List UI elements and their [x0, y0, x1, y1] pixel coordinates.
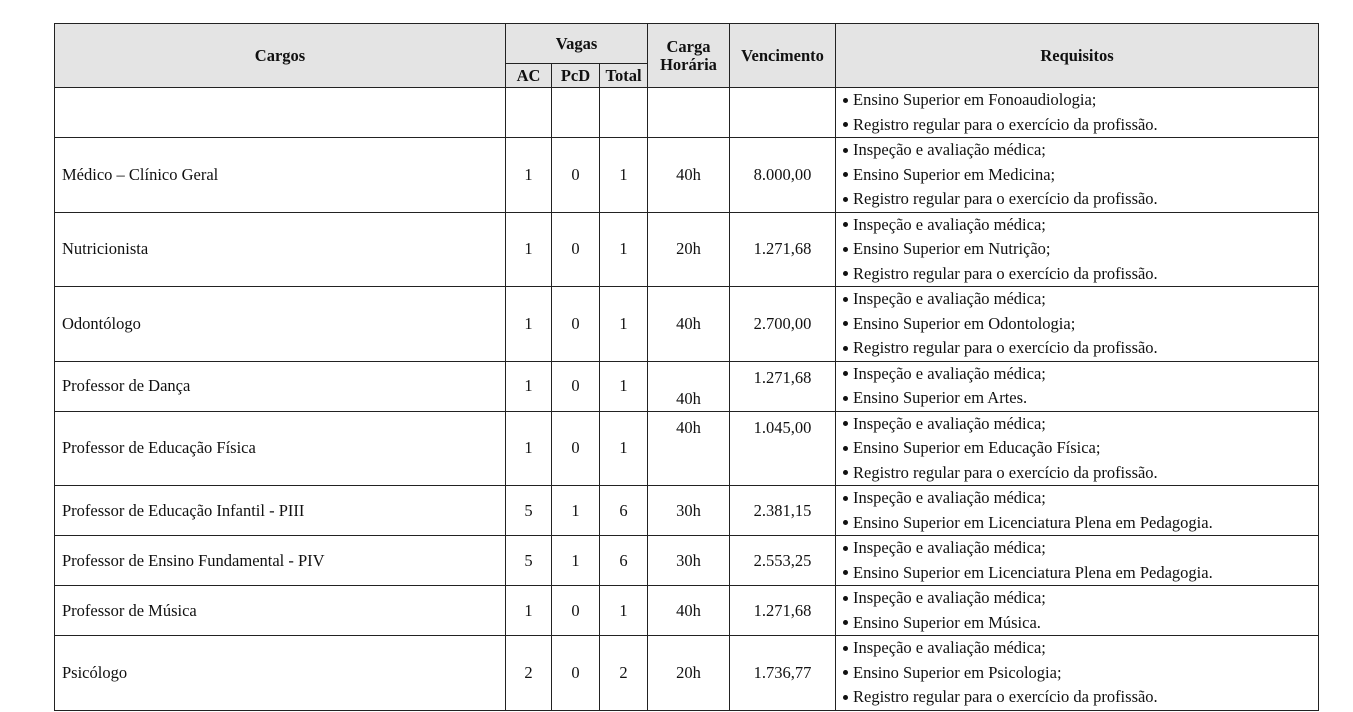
requisito-text: Ensino Superior em Licenciatura Plena em Pedagogia. — [853, 512, 1213, 532]
cargo-cell: Nutricionista — [55, 212, 506, 287]
cargo-cell: Odontólogo — [55, 287, 506, 362]
table-row — [55, 138, 1319, 213]
requisitos-cell — [836, 212, 1319, 287]
carga-cell: 40h — [648, 138, 730, 213]
pcd-cell — [552, 88, 600, 138]
carga-cell: 30h — [648, 486, 730, 536]
bullet-icon — [843, 197, 848, 202]
requisito-text: Ensino Superior em Psicologia; — [853, 662, 1062, 682]
requisito-item — [843, 412, 1318, 437]
header-pcd: PcD — [552, 64, 600, 88]
requisito-item — [843, 636, 1318, 661]
table-row — [55, 536, 1319, 586]
requisitos-cell — [836, 287, 1319, 362]
ac-cell: 5 — [506, 536, 552, 586]
header-cargos: Cargos — [55, 24, 506, 88]
bullet-icon — [843, 570, 848, 575]
table-body — [55, 88, 1319, 711]
bullet-icon — [843, 122, 848, 127]
bullet-icon — [843, 620, 848, 625]
requisito-text: Inspeção e avaliação médica; — [853, 588, 1046, 607]
vencimento-cell: 2.381,15 — [730, 486, 836, 536]
requisito-item — [843, 611, 1318, 636]
table-row — [55, 411, 1319, 486]
requisito-text: Registro regular para o exercício da profissão. — [853, 189, 1158, 208]
pcd-cell: 0 — [552, 287, 600, 362]
requisito-item — [843, 138, 1318, 163]
requisito-text: Ensino Superior em Artes. — [853, 388, 1028, 407]
vencimento-cell: 2.553,25 — [730, 536, 836, 586]
requisito-item — [843, 561, 1318, 586]
vencimento-cell: 1.045,00 — [730, 411, 836, 486]
total-cell: 1 — [600, 212, 648, 287]
vencimento-cell: 2.700,00 — [730, 287, 836, 362]
bullet-icon — [843, 670, 848, 675]
table-row — [55, 361, 1319, 411]
requisito-item — [843, 486, 1318, 511]
carga-cell: 40h — [648, 411, 730, 486]
requisito-item — [843, 113, 1318, 138]
requisito-text: Registro regular para o exercício da profissão. — [853, 338, 1158, 357]
requisito-text: Ensino Superior em Fonoaudiologia; — [853, 90, 1097, 109]
ac-cell: 2 — [506, 636, 552, 711]
vencimento-cell: 1.271,68 — [730, 212, 836, 287]
requisito-item — [843, 685, 1318, 710]
bullet-icon — [843, 172, 848, 177]
cargo-cell: Professor de Dança — [55, 361, 506, 411]
requisito-text: Inspeção e avaliação médica; — [853, 363, 1046, 383]
requisito-text: Inspeção e avaliação médica; — [853, 638, 1046, 657]
table-row — [55, 88, 1319, 138]
header-total: Total — [600, 64, 648, 88]
total-cell: 1 — [600, 361, 648, 411]
requisitos-cell — [836, 361, 1319, 411]
cargo-cell: Médico – Clínico Geral — [55, 138, 506, 213]
vencimento-cell: 1.736,77 — [730, 636, 836, 711]
header-vagas: Vagas — [506, 24, 648, 64]
requisito-item — [843, 312, 1318, 337]
header-carga-line2: Horária — [660, 54, 717, 74]
ac-cell — [506, 88, 552, 138]
header-ac: AC — [506, 64, 552, 88]
requisito-text: Ensino Superior em Odontologia; — [853, 313, 1076, 333]
table-row — [55, 586, 1319, 636]
requisito-text: Ensino Superior em Licenciatura Plena em Pedagogia. — [853, 562, 1213, 582]
pcd-cell: 1 — [552, 486, 600, 536]
cargo-cell: Professor de Ensino Fundamental - PIV — [55, 536, 506, 586]
requisito-item — [843, 536, 1318, 561]
requisitos-cell — [836, 636, 1319, 711]
header-requisitos: Requisitos — [836, 24, 1319, 88]
ac-cell: 1 — [506, 212, 552, 287]
requisito-item — [843, 661, 1318, 686]
bullet-icon — [843, 646, 848, 651]
requisito-text: Ensino Superior em Nutrição; — [853, 239, 1051, 258]
table-row — [55, 636, 1319, 711]
requisito-text: Registro regular para o exercício da profissão. — [853, 114, 1158, 134]
pcd-cell: 0 — [552, 138, 600, 213]
carga-cell: 40h — [648, 586, 730, 636]
carga-cell: 20h — [648, 636, 730, 711]
requisitos-cell — [836, 411, 1319, 486]
requisito-item — [843, 287, 1318, 312]
pcd-cell: 0 — [552, 361, 600, 411]
pcd-cell: 1 — [552, 536, 600, 586]
requisito-item — [843, 586, 1318, 611]
bullet-icon — [843, 247, 848, 252]
cargo-cell: Professor de Educação Infantil - PIII — [55, 486, 506, 536]
ac-cell: 1 — [506, 361, 552, 411]
requisito-text: Inspeção e avaliação médica; — [853, 214, 1046, 234]
total-cell: 6 — [600, 486, 648, 536]
table-row — [55, 486, 1319, 536]
ac-cell: 1 — [506, 287, 552, 362]
ac-cell: 5 — [506, 486, 552, 536]
header-vencimento: Vencimento — [730, 24, 836, 88]
requisitos-cell — [836, 138, 1319, 213]
carga-cell — [648, 88, 730, 138]
requisito-item — [843, 237, 1318, 262]
requisitos-cell — [836, 486, 1319, 536]
requisito-item — [843, 436, 1318, 461]
bullet-icon — [843, 297, 848, 302]
requisito-text: Inspeção e avaliação médica; — [853, 413, 1046, 433]
requisito-item — [843, 362, 1318, 387]
bullet-icon — [843, 98, 848, 103]
requisito-item — [843, 461, 1318, 486]
bullet-icon — [843, 222, 848, 227]
requisito-item — [843, 336, 1318, 361]
requisitos-cell — [836, 586, 1319, 636]
total-cell: 1 — [600, 287, 648, 362]
requisito-item — [843, 88, 1318, 113]
bullet-icon — [843, 446, 848, 451]
cargo-cell: Professor de Educação Física — [55, 411, 506, 486]
bullet-icon — [843, 371, 848, 376]
requisito-text: Registro regular para o exercício da profissão. — [853, 687, 1158, 706]
vencimento-cell — [730, 88, 836, 138]
requisitos-cell — [836, 88, 1319, 138]
vencimento-cell: 8.000,00 — [730, 138, 836, 213]
requisito-item — [843, 511, 1318, 536]
header-carga-horaria — [648, 24, 730, 88]
pcd-cell: 0 — [552, 636, 600, 711]
carga-cell: 20h — [648, 212, 730, 287]
bullet-icon — [843, 148, 848, 153]
requisito-text: Ensino Superior em Educação Física; — [853, 438, 1101, 457]
total-cell: 6 — [600, 536, 648, 586]
bullet-icon — [843, 396, 848, 401]
requisito-text: Ensino Superior em Medicina; — [853, 164, 1056, 184]
requisito-text: Ensino Superior em Música. — [853, 612, 1041, 632]
carga-cell: 30h — [648, 536, 730, 586]
cargos-table-container — [54, 23, 1318, 711]
bullet-icon — [843, 546, 848, 551]
requisito-item — [843, 187, 1318, 212]
requisitos-cell — [836, 536, 1319, 586]
bullet-icon — [843, 346, 848, 351]
total-cell: 1 — [600, 586, 648, 636]
ac-cell: 1 — [506, 586, 552, 636]
ac-cell: 1 — [506, 138, 552, 213]
total-cell: 1 — [600, 138, 648, 213]
vencimento-cell: 1.271,68 — [730, 361, 836, 411]
bullet-icon — [843, 496, 848, 501]
bullet-icon — [843, 271, 848, 276]
requisito-text: Inspeção e avaliação médica; — [853, 140, 1046, 159]
requisito-item — [843, 386, 1318, 411]
carga-cell: 40h — [648, 361, 730, 411]
cargo-cell: Professor de Música — [55, 586, 506, 636]
pcd-cell: 0 — [552, 212, 600, 287]
total-cell — [600, 88, 648, 138]
bullet-icon — [843, 470, 848, 475]
requisito-item — [843, 163, 1318, 188]
vencimento-cell: 1.271,68 — [730, 586, 836, 636]
requisito-text: Inspeção e avaliação médica; — [853, 488, 1046, 507]
total-cell: 2 — [600, 636, 648, 711]
requisito-text: Inspeção e avaliação médica; — [853, 289, 1046, 308]
pcd-cell: 0 — [552, 411, 600, 486]
bullet-icon — [843, 695, 848, 700]
cargo-cell: Psicólogo — [55, 636, 506, 711]
cargos-table — [54, 23, 1319, 711]
cargo-cell — [55, 88, 506, 138]
requisito-text: Registro regular para o exercício da profissão. — [853, 462, 1158, 482]
header-carga-line1: Carga — [666, 36, 711, 56]
requisito-item — [843, 262, 1318, 287]
requisito-text: Inspeção e avaliação médica; — [853, 538, 1046, 557]
total-cell: 1 — [600, 411, 648, 486]
table-row — [55, 212, 1319, 287]
carga-cell: 40h — [648, 287, 730, 362]
pcd-cell: 0 — [552, 586, 600, 636]
bullet-icon — [843, 421, 848, 426]
requisito-item — [843, 213, 1318, 238]
requisito-text: Registro regular para o exercício da profissão. — [853, 263, 1158, 283]
bullet-icon — [843, 520, 848, 525]
bullet-icon — [843, 321, 848, 326]
bullet-icon — [843, 596, 848, 601]
table-row — [55, 287, 1319, 362]
ac-cell: 1 — [506, 411, 552, 486]
